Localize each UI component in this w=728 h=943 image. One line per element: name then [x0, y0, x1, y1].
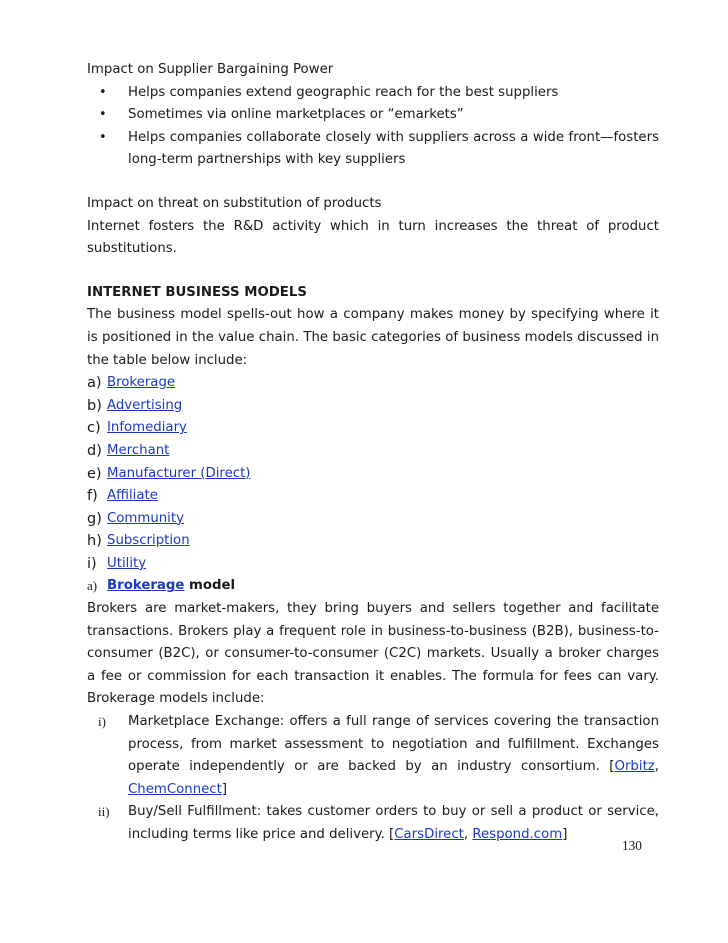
bullet-icon: •	[99, 84, 107, 100]
list-item	[87, 372, 659, 395]
brokerage-model-heading	[87, 575, 659, 598]
list-item	[87, 463, 659, 486]
brokerage-letter: a)	[87, 578, 98, 594]
list-letter: d)	[87, 442, 102, 459]
model-link-subscription[interactable]: Subscription	[107, 533, 190, 549]
example-link-orbitz[interactable]: Orbitz	[614, 759, 655, 775]
type-text: Buy/Sell Fulfillment: takes customer orders to buy or sell a product or service, including terms like price and delivery. [	[128, 804, 659, 842]
bullet-text: Sometimes via online marketplaces or “emarkets”	[128, 107, 464, 123]
model-link-infomediary[interactable]: Infomediary	[107, 420, 187, 436]
bullet-icon: •	[99, 107, 107, 123]
list-item	[87, 711, 659, 801]
roman-numeral: ii)	[98, 804, 110, 820]
close-bracket: ]	[221, 781, 228, 797]
brokerage-text: Brokers are market-makers, they bring buyers and sellers together and facilitate transactions. Brokers play a frequent role in business-to-business (B2B), business-to-consumer (B2C), or consumer-to-consumer (C2C) markets. Usually a broker charges a fee or commission for each transaction it enables. The formula for fees can vary. Brokerage models include:	[87, 601, 659, 707]
model-link-manufacturer[interactable]: Manufacturer (Direct)	[107, 465, 251, 481]
supplier-bullet-list	[87, 82, 659, 172]
list-letter: g)	[87, 510, 102, 527]
page-number: 130	[622, 838, 642, 853]
supplier-heading: Impact on Supplier Bargaining Power	[87, 62, 334, 77]
bullet-text: Helps companies extend geographic reach for the best suppliers	[128, 84, 559, 100]
list-item	[87, 530, 659, 553]
list-item	[87, 440, 659, 463]
list-item	[87, 127, 659, 172]
list-item	[87, 801, 659, 846]
example-link-chemconnect[interactable]: ChemConnect	[128, 781, 222, 797]
bullet-text: Helps companies collaborate closely with suppliers across a wide front—fosters long-term partnerships with key suppliers	[128, 129, 659, 168]
example-link-carsdirect[interactable]: CarsDirect	[394, 827, 464, 842]
substitution-heading: Impact on threat on substitution of products	[87, 195, 382, 211]
brokerage-types-list	[87, 711, 659, 847]
model-link-affiliate[interactable]: Affiliate	[107, 488, 158, 504]
separator: ,	[463, 827, 473, 842]
brokerage-heading-suffix: model	[184, 578, 236, 594]
example-link-respond[interactable]: Respond.com	[472, 827, 563, 842]
model-link-utility[interactable]: Utility	[107, 555, 147, 571]
model-link-advertising[interactable]: Advertising	[107, 397, 183, 413]
models-heading: INTERNET BUSINESS MODELS	[87, 284, 307, 300]
models-intro: The business model spells-out how a company makes money by specifying where it is positioned in the value chain. The basic categories of business models discussed in the table below include:	[87, 307, 659, 368]
list-letter: e)	[87, 465, 102, 482]
list-letter: c)	[87, 420, 101, 437]
substitution-text: Internet fosters the R&D activity which in turn increases the threat of product substitutions.	[87, 218, 659, 257]
list-item	[87, 104, 659, 127]
models-list	[87, 372, 659, 575]
model-link-community[interactable]: Community	[107, 510, 184, 526]
list-letter: i)	[87, 555, 97, 572]
model-link-merchant[interactable]: Merchant	[107, 442, 170, 458]
roman-numeral: i)	[98, 714, 106, 730]
type-text: Marketplace Exchange: offers a full range of services covering the transaction process, from market assessment to negotiation and fulfillment. Exchanges operate independently or are backed by an industry consortium. [	[128, 714, 659, 775]
page-content	[87, 59, 659, 847]
list-letter: h)	[87, 533, 102, 550]
bullet-icon: •	[99, 129, 107, 145]
list-item	[87, 508, 659, 531]
list-item	[87, 485, 659, 508]
list-letter: b)	[87, 397, 102, 414]
brokerage-heading-link[interactable]: Brokerage	[107, 578, 185, 594]
list-item	[87, 395, 659, 418]
separator: ,	[654, 759, 659, 775]
list-item	[87, 82, 659, 105]
list-item	[87, 417, 659, 440]
list-letter: a)	[87, 375, 102, 392]
list-letter: f)	[87, 488, 98, 505]
close-bracket: ]	[562, 827, 568, 842]
model-link-brokerage[interactable]: Brokerage	[107, 375, 176, 391]
list-item	[87, 553, 659, 576]
